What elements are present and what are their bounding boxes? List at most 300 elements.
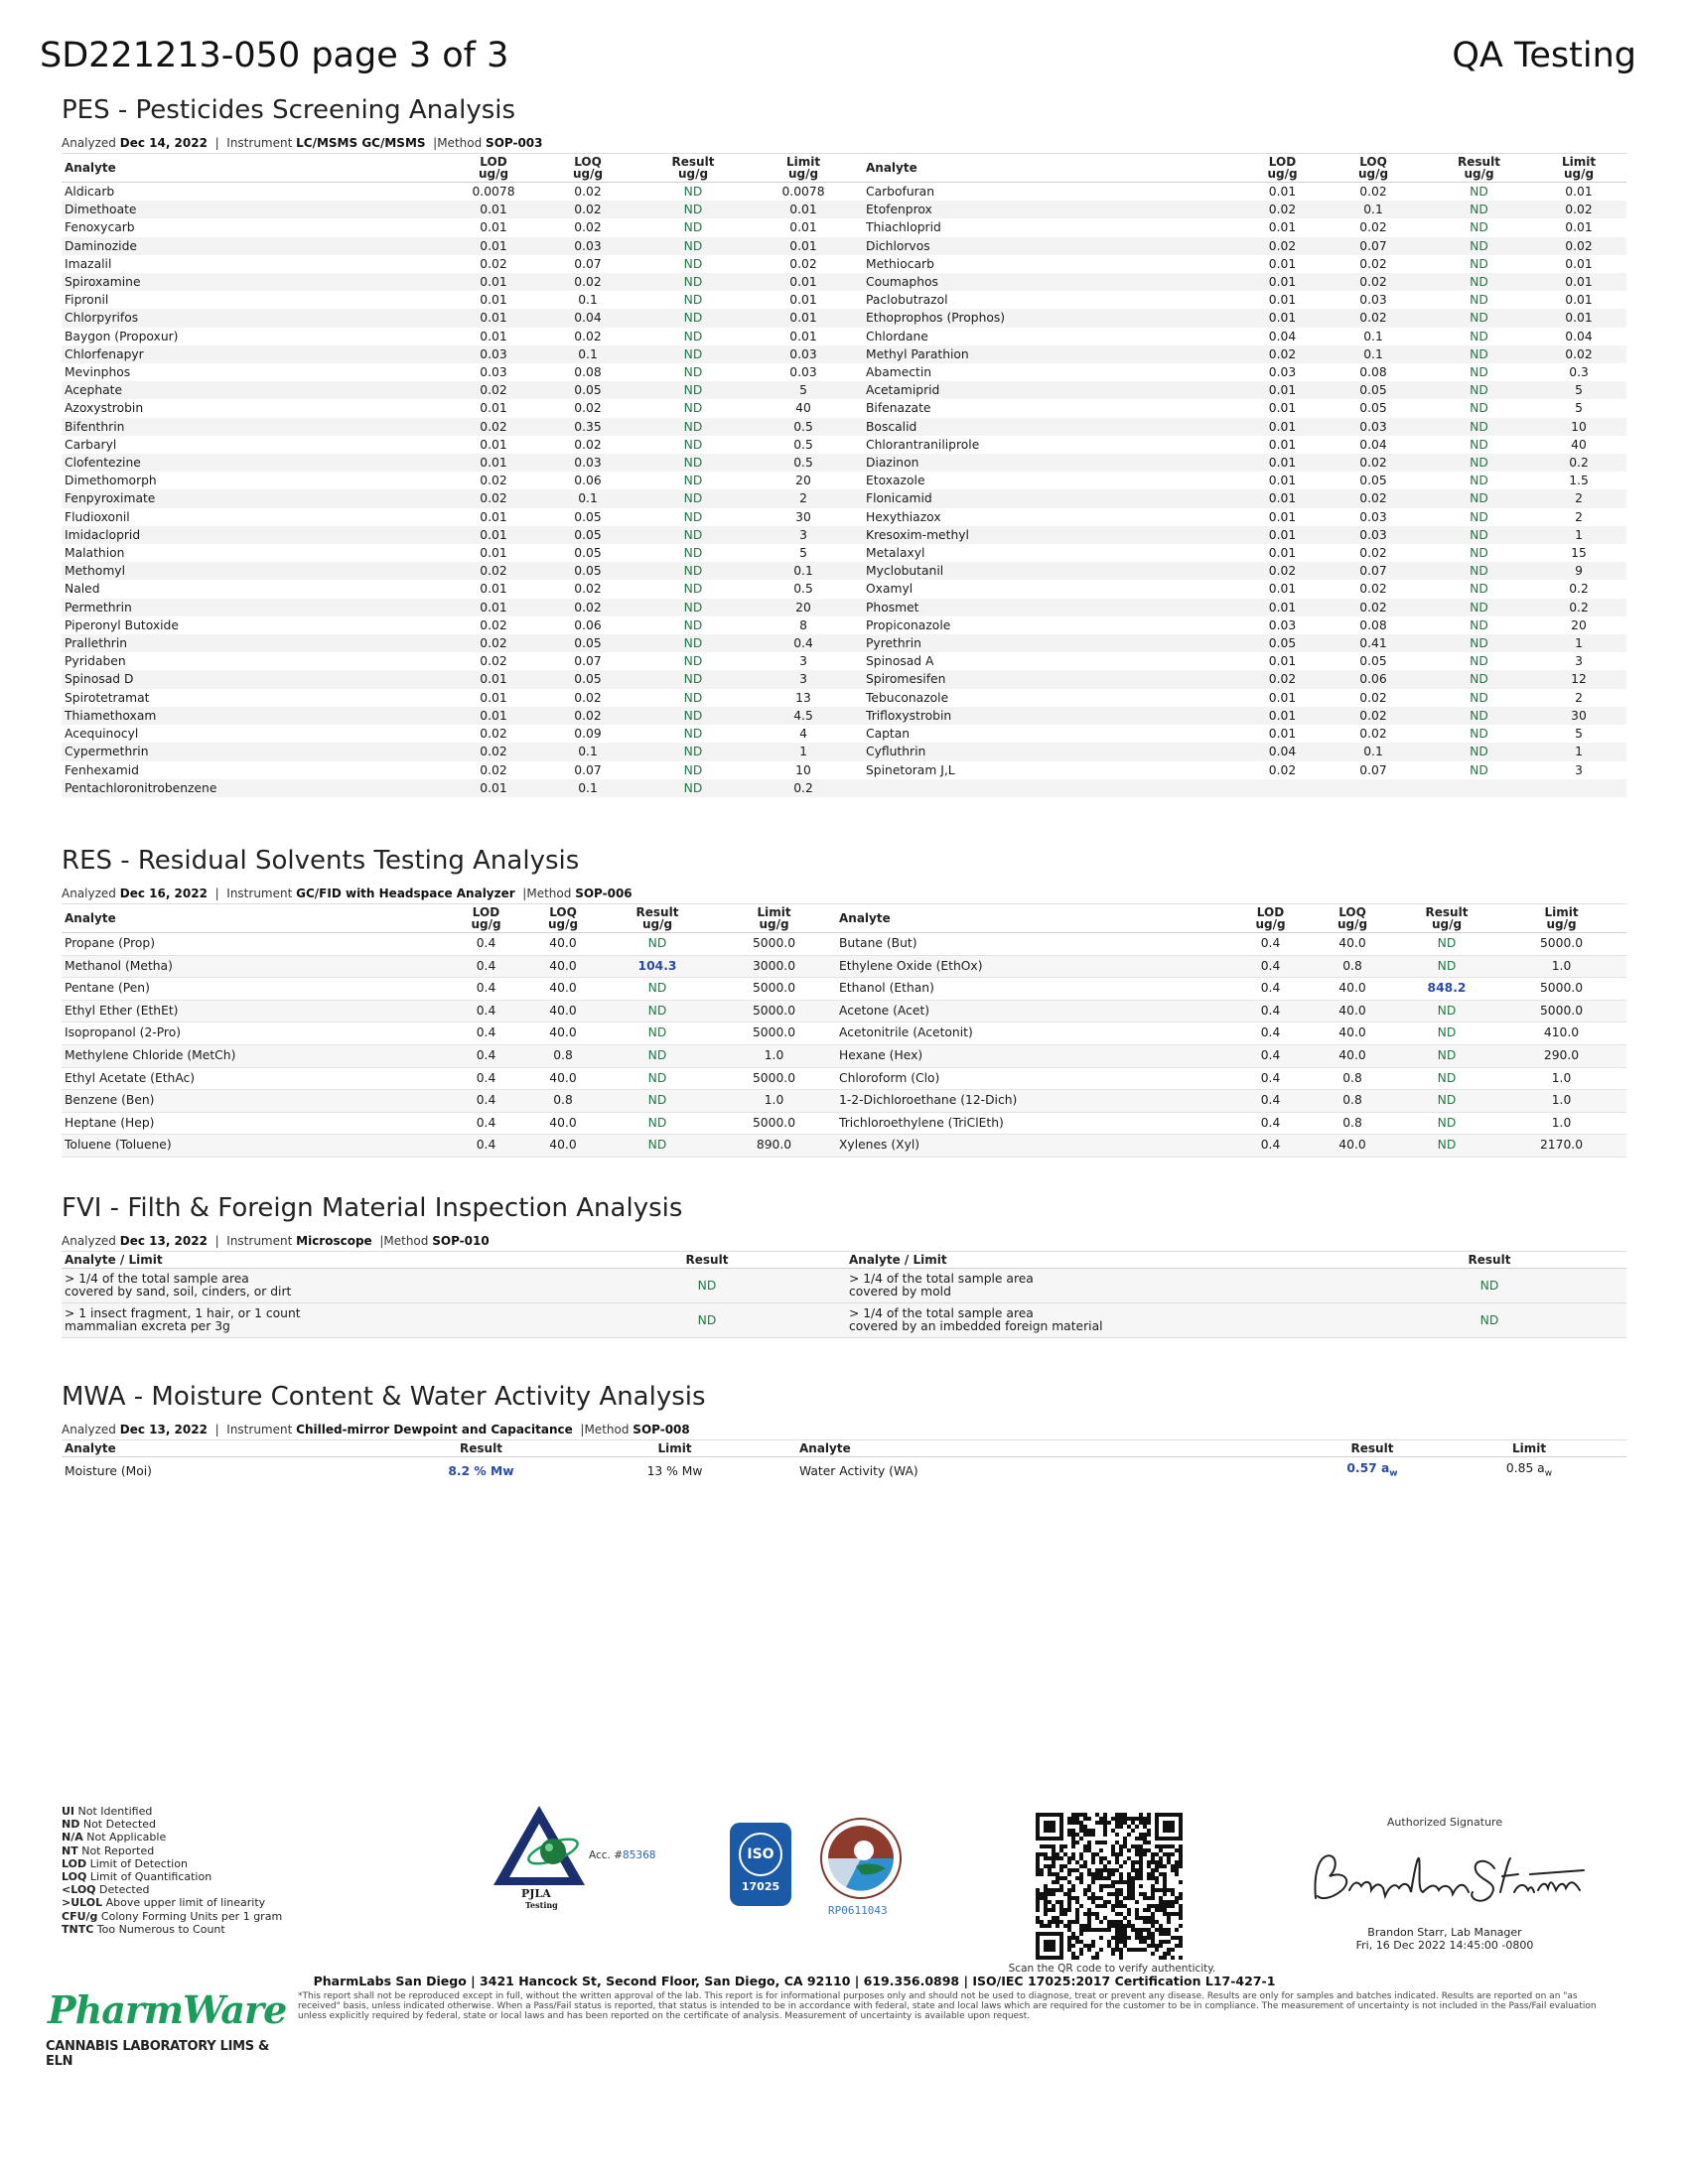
lod-value: 0.4 (1233, 1000, 1308, 1023)
fvi-analyte (62, 1303, 568, 1338)
limit-value: 0.01 (789, 293, 817, 308)
analyte-name: Abamectin (866, 365, 932, 380)
result-value: ND (1470, 727, 1488, 742)
legend-item (62, 1857, 282, 1870)
limit-value: 890.0 (712, 1135, 836, 1158)
analyte-name: Ethyl Ether (EthEt) (62, 1000, 449, 1023)
limit-value: 0.4 (744, 634, 863, 652)
table-row (62, 689, 1626, 707)
result-value: ND (603, 1067, 712, 1090)
lod-value: 0.02 (1245, 345, 1320, 363)
result-value: ND (642, 489, 744, 507)
signature-date: Fri, 16 Dec 2022 14:45:00 -0800 (1355, 1939, 1534, 1952)
loq-value: 0.1 (1363, 329, 1383, 343)
loq-value: 0.07 (1320, 237, 1427, 255)
pharmware-logo (44, 1987, 287, 2069)
loq-value: 0.09 (574, 727, 602, 742)
lod-value: 0.01 (1245, 309, 1320, 327)
result-value: ND (683, 185, 703, 199)
loq-value: 0.05 (533, 670, 642, 688)
analyte-name: Daminozide (62, 237, 454, 255)
table-row (62, 1000, 1626, 1023)
table-row (62, 218, 1626, 236)
dea-seal (816, 1815, 906, 1924)
loq-value: 0.07 (574, 654, 602, 669)
result-value: ND (603, 978, 712, 1001)
limit-value: 20 (1571, 617, 1587, 632)
lod-value: 0.02 (480, 727, 507, 742)
limit-header (1531, 154, 1626, 183)
pes-title: PES - Pesticides Screening Analysis (62, 95, 516, 125)
table-row (62, 526, 1626, 544)
table-row (62, 255, 1626, 273)
loq-value: 0.1 (578, 293, 598, 308)
result-header (1397, 904, 1496, 933)
analyte-name: Ethanol (Ethan) (836, 978, 1233, 1001)
loq-value: 0.02 (533, 201, 642, 218)
result-header (642, 154, 744, 183)
method-label: Method (383, 1234, 429, 1248)
lod-value: 0.01 (1268, 474, 1297, 488)
header-unit: ug/g (1336, 917, 1368, 931)
result-value: ND (1397, 1023, 1496, 1045)
fvi-result: ND (568, 1269, 846, 1303)
mwa-limit-header: Limit (1432, 1440, 1626, 1457)
loq-value: 0.08 (574, 365, 602, 380)
limit-value: 0.01 (789, 220, 817, 235)
result-value: ND (1427, 454, 1531, 472)
mwa-limit (1432, 1457, 1626, 1485)
limit-value: 3000.0 (712, 955, 836, 978)
pjla-sub: Testing (525, 1900, 558, 1910)
limit-value: 1 (1531, 526, 1626, 544)
analyte-name: Mevinphos (65, 365, 131, 380)
limit-value: 0.01 (1565, 220, 1593, 235)
lod-value: 0.4 (1233, 1067, 1308, 1090)
header-unit: ug/g (1267, 167, 1298, 181)
table-row (62, 1135, 1626, 1158)
loq-value: 0.02 (574, 582, 602, 597)
limit-value: 0.02 (789, 256, 817, 271)
loq-value: 0.07 (574, 256, 602, 271)
loq-value: 0.04 (533, 309, 642, 327)
loq-value: 0.1 (1320, 201, 1427, 218)
result-value: ND (1427, 489, 1531, 507)
analyte-name: Isopropanol (2-Pro) (62, 1023, 449, 1045)
lod-value: 0.02 (480, 256, 507, 271)
table-row (62, 1457, 1626, 1485)
table-row (62, 1269, 1626, 1303)
lod-value: 0.01 (1245, 418, 1320, 436)
analyte-name: Chloroform (Clo) (836, 1067, 1233, 1090)
lod-value: 0.01 (1268, 654, 1297, 669)
table-row (62, 381, 1626, 399)
lod-value: 0.02 (480, 474, 507, 488)
limit-value: 5000.0 (1496, 1000, 1626, 1023)
limit-value: 13 (795, 690, 811, 705)
limit-value: 5000.0 (712, 1112, 836, 1135)
loq-value: 0.02 (1320, 309, 1427, 327)
analyte-name: Propane (Prop) (62, 933, 449, 956)
table-row (62, 670, 1626, 688)
loq-value: 40.0 (523, 955, 603, 978)
result-value: ND (603, 933, 712, 956)
document-page-id: SD221213-050 page 3 of 3 (40, 36, 509, 75)
limit-value: 0.03 (789, 365, 817, 380)
lod-value: 0.4 (1233, 1135, 1308, 1158)
verification-qr-code[interactable] (1036, 1813, 1183, 1960)
analyzed-label: Analyzed (62, 1234, 116, 1248)
analyte-name: Captan (866, 727, 911, 742)
loq-value: 0.06 (1320, 670, 1427, 688)
table-row (62, 616, 1626, 634)
method-value: SOP-006 (575, 887, 633, 900)
loq-value: 40.0 (523, 1112, 603, 1135)
legend-value: Limit of Detection (89, 1856, 188, 1870)
table-row (62, 743, 1626, 760)
analyte-name: Imazalil (65, 256, 112, 271)
result-value: ND (683, 546, 703, 561)
handwritten-signature (1306, 1846, 1594, 1916)
table-row (62, 237, 1626, 255)
fvi-result: ND (568, 1303, 846, 1338)
table-row (62, 580, 1626, 598)
fvi-result: ND (1352, 1269, 1626, 1303)
analyte-name: Methanol (Metha) (62, 955, 449, 978)
limit-value: 0.2 (1531, 454, 1626, 472)
result-value: ND (1427, 599, 1531, 616)
limit-value: 3 (744, 526, 863, 544)
table-row (62, 399, 1626, 417)
loq-value: 0.03 (533, 237, 642, 255)
limit-value: 5000.0 (1496, 978, 1626, 1001)
analyte-name: Dimethomorph (65, 474, 157, 488)
loq-value: 40.0 (523, 1135, 603, 1158)
limit-value: 1.0 (712, 1044, 836, 1067)
loq-value: 0.05 (574, 509, 602, 524)
loq-value: 40.0 (1308, 1044, 1397, 1067)
mwa-header-row (62, 1440, 1626, 1457)
result-value: ND (603, 1044, 712, 1067)
result-value: ND (1470, 365, 1488, 380)
mwa-analyte: Moisture (Moi) (65, 1463, 152, 1478)
limit-value: 5000.0 (1496, 933, 1626, 956)
limit-value: 3 (744, 670, 863, 688)
header-label: Limit (1561, 155, 1597, 169)
legend-value: Not Reported (81, 1843, 155, 1857)
fvi-analyte-line: covered by mold (849, 1285, 951, 1298)
lod-value: 0.4 (1233, 1044, 1308, 1067)
lod-value: 0.03 (454, 345, 533, 363)
analyte-name: Ethoprophos (Prophos) (863, 309, 1245, 327)
analyzed-label: Analyzed (62, 136, 116, 150)
lod-value: 0.4 (449, 933, 523, 956)
lod-value: 0.02 (1245, 201, 1320, 218)
legend-item (62, 1910, 282, 1923)
lod-value: 0.02 (454, 418, 533, 436)
analyzed-date: Dec 13, 2022 (119, 1234, 208, 1248)
lod-value: 0.02 (1245, 562, 1320, 580)
legend-key: N/A (62, 1831, 83, 1844)
lod-value: 0.4 (449, 978, 523, 1001)
lod-value: 0.01 (1268, 546, 1297, 561)
analyte-name: Prallethrin (62, 634, 454, 652)
result-value: ND (683, 582, 703, 597)
result-value: ND (642, 237, 744, 255)
table-row (62, 1090, 1626, 1113)
table-row (62, 418, 1626, 436)
header-unit: ug/g (677, 167, 709, 181)
legend-key: ND (62, 1818, 80, 1832)
analyte-name: Phosmet (863, 599, 1245, 616)
res-title: RES - Residual Solvents Testing Analysis (62, 846, 580, 876)
legend-item (62, 1818, 282, 1831)
header-label: Limit (785, 155, 821, 169)
analyte-name: Acequinocyl (65, 727, 139, 742)
mwa-analyte-header: Analyte (62, 1440, 409, 1457)
limit-value: 2 (1575, 690, 1583, 705)
result-value: ND (642, 562, 744, 580)
loq-value: 0.02 (533, 599, 642, 616)
legend-item (62, 1870, 282, 1883)
analyte-name: Pyridaben (65, 654, 126, 669)
mwa-section (62, 1378, 1626, 1484)
limit-value: 0.5 (793, 582, 813, 597)
loq-value: 0.1 (533, 743, 642, 760)
limit-value: 0.01 (789, 329, 817, 343)
lod-value: 0.4 (449, 1112, 523, 1135)
lod-value: 0.4 (1233, 1090, 1308, 1113)
table-row (62, 652, 1626, 670)
result-value: ND (642, 345, 744, 363)
limit-value: 0.01 (1531, 273, 1626, 291)
analyte-name: Carbofuran (866, 185, 935, 199)
result-value: ND (1470, 437, 1488, 452)
limit-header (1496, 904, 1626, 933)
header-unit: ug/g (572, 167, 604, 181)
mwa-analyte: Water Activity (WA) (799, 1463, 918, 1478)
result-value: ND (683, 329, 703, 343)
analyzed-label: Analyzed (62, 1423, 116, 1436)
result-value: ND (642, 201, 744, 218)
analyte-name: Aldicarb (65, 185, 115, 199)
loq-value: 0.04 (1359, 437, 1387, 452)
limit-value: 2 (1531, 489, 1626, 507)
header-unit: ug/g (1464, 167, 1494, 181)
loq-value: 0.05 (1320, 381, 1427, 399)
analyte-name: Pyrethrin (863, 634, 1245, 652)
method-value: SOP-008 (633, 1423, 690, 1436)
limit-value: 10 (795, 762, 811, 777)
limit-value: 0.5 (744, 454, 863, 472)
loq-value: 0.05 (574, 546, 602, 561)
table-row (62, 779, 1626, 797)
legend-key: <LOQ (62, 1883, 96, 1897)
loq-value: 0.05 (1359, 401, 1387, 416)
lod-value: 0.01 (454, 454, 533, 472)
instrument-value: Microscope (296, 1234, 372, 1248)
result-value: ND (642, 418, 744, 436)
lod-value: 0.03 (480, 365, 507, 380)
limit-value: 2170.0 (1496, 1135, 1626, 1158)
analyte-name: Permethrin (62, 599, 454, 616)
loq-value: 0.02 (533, 273, 642, 291)
limit-value: 5000.0 (712, 933, 836, 956)
pjla-acc-number: 85368 (623, 1849, 656, 1861)
analyte-name: Bifenthrin (62, 418, 454, 436)
table-row (62, 562, 1626, 580)
analyte-name: Hexythiazox (866, 509, 941, 524)
analyte-name: Chlorpyrifos (62, 309, 454, 327)
result-value: ND (1427, 381, 1531, 399)
lod-value: 0.02 (454, 634, 533, 652)
analyte-name: Thiachloprid (866, 220, 941, 235)
loq-value: 0.08 (1359, 365, 1387, 380)
table-row (62, 183, 1626, 202)
table-row (62, 1303, 1626, 1338)
analyte-name: Toluene (Toluene) (62, 1135, 449, 1158)
limit-value: 0.02 (1531, 201, 1626, 218)
result-value: ND (1427, 237, 1531, 255)
limit-value: 30 (795, 509, 811, 524)
loq-value: 0.02 (1320, 707, 1427, 725)
limit-value: 30 (1531, 707, 1626, 725)
lod-value: 0.4 (1233, 955, 1308, 978)
result-value: ND (683, 220, 703, 235)
result-value: ND (642, 454, 744, 472)
result-value (1427, 779, 1531, 797)
mwa-table (62, 1439, 1626, 1484)
table-row (62, 707, 1626, 725)
loq-value: 0.05 (533, 526, 642, 544)
result-value: ND (1427, 743, 1531, 760)
table-row (62, 454, 1626, 472)
result-value: ND (1470, 654, 1488, 669)
limit-value: 5 (1575, 727, 1583, 742)
analyte-header: Analyte (62, 154, 454, 183)
lod-header (1233, 904, 1308, 933)
fvi-table (62, 1251, 1626, 1338)
lod-value: 0.02 (480, 762, 507, 777)
iso-badge (730, 1823, 791, 1906)
header-unit: ug/g (1563, 167, 1595, 181)
lod-value: 0.02 (480, 617, 507, 632)
fvi-analyte-header: Analyte / Limit (846, 1252, 1352, 1269)
analyzed-date: Dec 13, 2022 (119, 1423, 208, 1436)
limit-value: 1 (1531, 743, 1626, 760)
loq-value: 0.8 (1308, 1067, 1397, 1090)
legend-value: Too Numerous to Count (96, 1922, 225, 1936)
analyte-name: Pentachloronitrobenzene (62, 779, 454, 797)
analyte-name: Acetonitrile (Acetonit) (836, 1023, 1233, 1045)
analyte-name: Acetone (Acet) (836, 1000, 1233, 1023)
analyte-header: Analyte (836, 904, 1233, 933)
analyte-name: Fenhexamid (65, 762, 139, 777)
loq-value: 0.03 (1320, 418, 1427, 436)
limit-value: 0.01 (744, 201, 863, 218)
limit-value: 5000.0 (712, 1023, 836, 1045)
method-value: SOP-010 (432, 1234, 490, 1248)
analyte-name: Fipronil (65, 293, 109, 308)
limit-value: 0.02 (1531, 237, 1626, 255)
lod-value: 0.02 (1245, 237, 1320, 255)
limit-value: 1.0 (1496, 1090, 1626, 1113)
lod-value: 0.4 (1233, 1023, 1308, 1045)
lod-value: 0.01 (480, 220, 507, 235)
fvi-analyte-line: > 1/4 of the total sample area (849, 1306, 1034, 1320)
result-value: ND (1470, 762, 1488, 777)
lod-value: 0.01 (1245, 381, 1320, 399)
loq-header (1308, 904, 1397, 933)
lod-value: 0.01 (1245, 599, 1320, 616)
lod-value: 0.01 (1245, 454, 1320, 472)
loq-value: 0.07 (574, 762, 602, 777)
loq-value: 40.0 (523, 1023, 603, 1045)
legend-item (62, 1896, 282, 1909)
limit-value: 0.01 (1565, 185, 1593, 199)
analyte-name: Xylenes (Xyl) (836, 1135, 1233, 1158)
loq-value: 40.0 (1308, 978, 1397, 1001)
result-value: ND (1470, 474, 1488, 488)
analyte-name: Baygon (Propoxur) (65, 329, 179, 343)
limit-value: 0.02 (1531, 345, 1626, 363)
analyte-header: Analyte (863, 154, 1245, 183)
lod-value: 0.01 (1245, 526, 1320, 544)
loq-value: 0.02 (1359, 727, 1387, 742)
result-value: ND (642, 779, 744, 797)
result-value: ND (1470, 509, 1488, 524)
limit-value: 1.0 (1496, 1067, 1626, 1090)
table-row (62, 489, 1626, 507)
header-unit: ug/g (471, 917, 501, 931)
limit-value: 0.01 (744, 273, 863, 291)
table-row (62, 273, 1626, 291)
table-row (62, 634, 1626, 652)
result-value: ND (1470, 401, 1488, 416)
abbreviation-legend (62, 1805, 282, 1936)
result-value: ND (1470, 690, 1488, 705)
legend-key: CFU/g (62, 1909, 98, 1923)
limit-value: 20 (795, 474, 811, 488)
result-value: ND (1427, 634, 1531, 652)
loq-value: 0.02 (1359, 185, 1387, 199)
result-value: ND (683, 727, 703, 742)
analyte-name: Hexane (Hex) (836, 1044, 1233, 1067)
result-value: 104.3 (603, 955, 712, 978)
loq-value: 0.05 (533, 634, 642, 652)
header-unit: ug/g (1255, 917, 1286, 931)
loq-value: 40.0 (523, 1067, 603, 1090)
signer-block (1321, 1926, 1569, 1952)
lod-value: 0.4 (449, 1023, 523, 1045)
result-value: ND (642, 381, 744, 399)
header-label: Limit (757, 905, 791, 919)
result-value: ND (683, 762, 703, 777)
legend-item (62, 1883, 282, 1896)
analyte-name: Chlordane (866, 329, 928, 343)
lod-value: 0.01 (480, 293, 507, 308)
table-row (62, 955, 1626, 978)
res-section (62, 842, 1626, 1158)
limit-value: 0.03 (744, 345, 863, 363)
analyte-name: Spinetoram J,L (866, 762, 955, 777)
lod-value: 0.4 (449, 1000, 523, 1023)
loq-value: 0.06 (574, 617, 602, 632)
analyte-name: Methylene Chloride (MetCh) (62, 1044, 449, 1067)
limit-value: 2 (1575, 509, 1583, 524)
analyte-name: Flonicamid (863, 489, 1245, 507)
analyte-name: Spirotetramat (65, 690, 150, 705)
